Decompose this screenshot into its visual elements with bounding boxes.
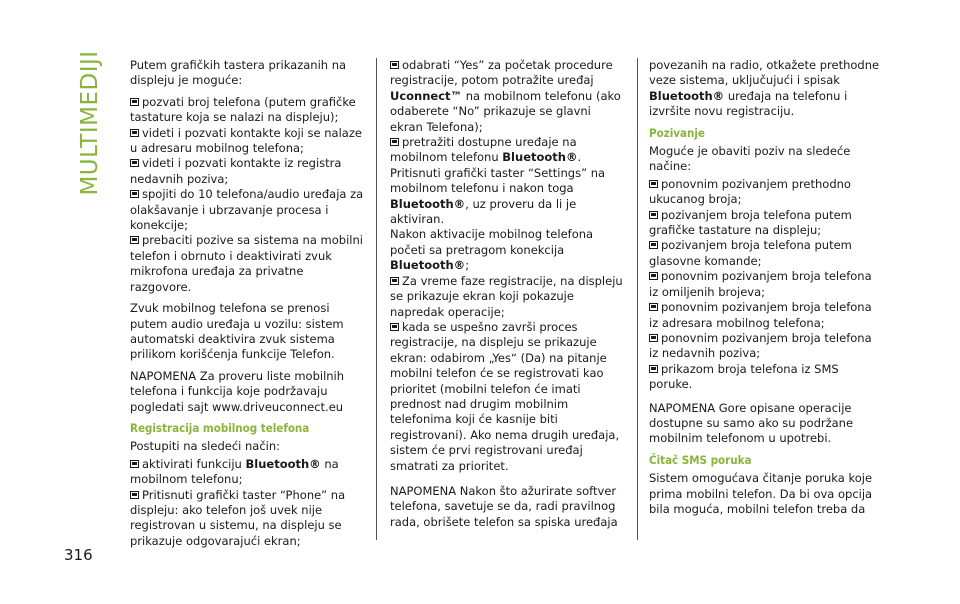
bullet-icon bbox=[649, 211, 658, 219]
list-item: pozivanjem broja telefona putem grafičke tastature na displeju; bbox=[649, 207, 852, 238]
bullet-icon bbox=[649, 241, 658, 249]
paragraph: povezanih na radio, otkažete prethodne veze sistema, uključujući i spisak Bluetooth® uređaja na telefonu i izvršite novu registraciju. bbox=[649, 58, 880, 119]
intro-text: Putem grafičkih tastera prikazanih na displeju je moguće: bbox=[130, 58, 347, 88]
list-item: kada se uspešno završi proces registracije, na displeju se prikazuje ekran: odabirom „Yes“ (Da) na pitanje mobilni telefon će se registrovati kao prioritet (mobilni telefon će imati prednost nad drugim mobilnim telefonima koji će kasnije biti registrovani). Ako nema drugih uređaja, sistem će prvi registrovani uređaj smatrati za prioritet. bbox=[390, 319, 620, 473]
bullet-icon bbox=[390, 61, 399, 69]
list-item: prikazom broja telefona iz SMS poruke. bbox=[649, 361, 839, 392]
bullet-icon bbox=[390, 138, 399, 146]
list-item: videti i pozvati kontakte koji se nalaze u adresaru mobilnog telefona; bbox=[130, 125, 362, 156]
list-item: pretražiti dostupne uređaje na mobilnom telefonu Bluetooth®. Pritisnuti grafički taster “Settings” na mobilnom telefonu i nakon toga Bluetooth®, uz proveru da li je aktiviran. bbox=[390, 135, 606, 227]
paragraph: Postupiti na sledeći način: bbox=[130, 439, 281, 454]
list-item: Pritisnuti grafički taster “Phone” na displeju: ako telefon još uvek nije registrovan u sistemu, na displeju se prikazuje odgovarajući ekran; bbox=[130, 487, 346, 548]
page-number: 316 bbox=[64, 546, 93, 564]
bullet-icon bbox=[130, 236, 139, 244]
paragraph: Zvuk mobilnog telefona se prenosi putem audio uređaja u vozilu: sistem automatski deaktivira zvuk sistema prilikom korišćenja funkcije Telefon. bbox=[130, 301, 344, 362]
bullet-icon bbox=[390, 323, 399, 331]
bullet-icon bbox=[130, 491, 139, 499]
list-item: ponovnim pozivanjem broja telefona iz nedavnih poziva; bbox=[649, 330, 872, 361]
column-divider-1 bbox=[376, 58, 377, 540]
list-item: Za vreme faze registracije, na displeju se prikazuje ekran koji pokazuje napredak operacije; bbox=[390, 273, 623, 319]
list-item: pozvati broj telefona (putem grafičke tastature koja se nalazi na displeju); bbox=[130, 94, 356, 125]
list-item: ponovnim pozivanjem broja telefona iz omiljenih brojeva; bbox=[649, 269, 872, 299]
list-item: ponovnim pozivanjem prethodno ukucanog broja; bbox=[649, 176, 851, 207]
list-item: odabrati “Yes” za početak procedure registracije, potom potražite uređaj Uconnect™ na mobilnom telefonu (ako odaberete “No” prikazuje se glavni ekran Telefona); bbox=[390, 58, 621, 134]
list-item: aktivirati funkciju Bluetooth® na mobilnom telefonu; bbox=[130, 456, 339, 487]
list-item: pozivanjem broja telefona putem glasovne komande; bbox=[649, 238, 852, 268]
bullet-icon bbox=[390, 277, 399, 285]
bullet-icon bbox=[649, 303, 658, 311]
note: NAPOMENA Nakon što ažurirate softver telefona, savetuje se da, radi pravilnog rada, obrišete telefon sa spiska uređaja bbox=[390, 483, 618, 529]
bullet-icon bbox=[130, 129, 139, 137]
section-heading: Pozivanje bbox=[649, 125, 705, 140]
bullet-icon bbox=[130, 159, 139, 167]
paragraph: Sistem omogućava čitanje poruka koje prima mobilni telefon. Da bi ova opcija bila moguća, mobilni telefon treba da bbox=[649, 471, 873, 516]
bullet-icon bbox=[649, 180, 658, 188]
column-divider-2 bbox=[637, 58, 638, 540]
note: NAPOMENA Gore opisane operacije dostupne su samo ako su podržane mobilnim telefonom u upotrebi. bbox=[649, 400, 854, 446]
bullet-icon bbox=[649, 365, 658, 373]
bullet-icon bbox=[649, 334, 658, 342]
section-heading: Čitač SMS poruka bbox=[649, 452, 752, 467]
column-2 bbox=[390, 58, 624, 536]
note: NAPOMENA Za proveru liste mobilnih telefona i funkcija koje podržavaju pogledati sajt www.driveuconnect.eu bbox=[130, 368, 345, 414]
bullet-icon bbox=[130, 460, 139, 468]
bullet-icon bbox=[130, 190, 139, 198]
bullet-icon bbox=[130, 98, 139, 106]
section-title bbox=[70, 50, 110, 196]
section-title-text: MULTIMEDIJI bbox=[77, 50, 103, 196]
paragraph: Moguće je obaviti poziv na sledeće načine: bbox=[649, 144, 851, 174]
column-1 bbox=[130, 58, 364, 549]
list-item: videti i pozvati kontakte iz registra nedavnih poziva; bbox=[130, 156, 342, 186]
section-heading: Registracija mobilnog telefona bbox=[130, 420, 310, 435]
bullet-icon bbox=[649, 272, 658, 280]
list-item: spojiti do 10 telefona/audio uređaja za olakšavanje i ubrzavanje procesa i konekcije; bbox=[130, 187, 364, 233]
paragraph: Nakon aktivacije mobilnog telefona početi sa pretragom konekcija Bluetooth®; bbox=[390, 227, 594, 273]
list-item: ponovnim pozivanjem broja telefona iz adresara mobilnog telefona; bbox=[649, 300, 872, 330]
column-3 bbox=[649, 58, 883, 523]
list-item: prebaciti pozive sa sistema na mobilni telefon i obrnuto i deaktivirati zvuk mikrofona uređaja za privatne razgovore. bbox=[130, 233, 363, 294]
